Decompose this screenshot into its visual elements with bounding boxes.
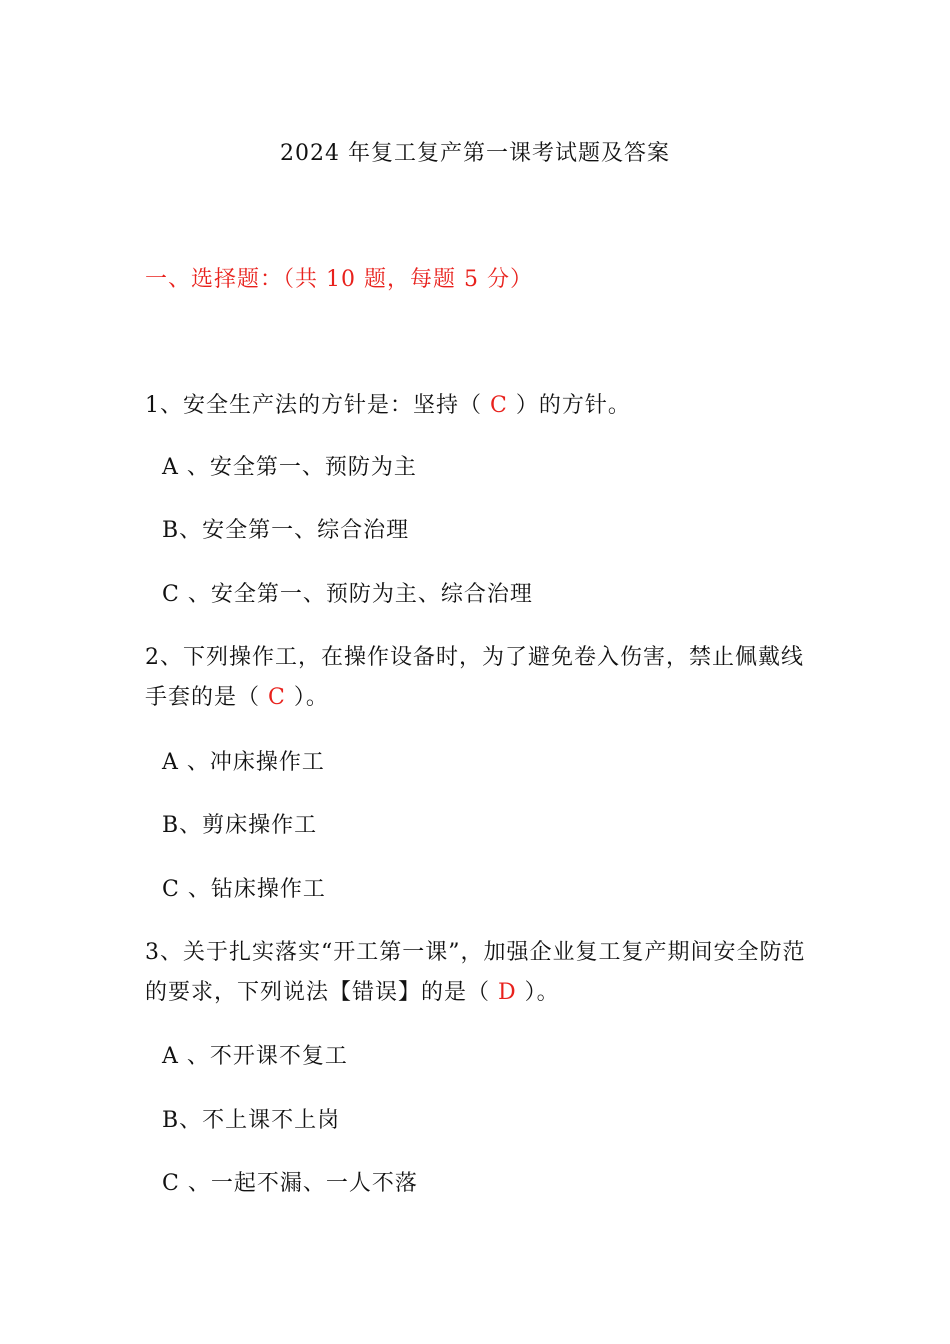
question-3-text: 3、关于扎实落实“开工第一课”，加强企业复工复产期间安全防范的要求，下列说法【错误】的是（ (145, 940, 806, 1005)
question-2-text: 2、下列操作工，在操作设备时，为了避免卷入伤害，禁止佩戴线手套的是（ (145, 645, 804, 710)
question-3-answer: D (498, 980, 517, 1005)
question-1-option-a: A 、安全第一、预防为主 (162, 455, 417, 480)
question-2-option-c: C 、钻床操作工 (162, 877, 326, 902)
question-2-option-b: B、剪床操作工 (162, 813, 318, 838)
question-3-option-c: C 、一起不漏、一人不落 (162, 1171, 418, 1196)
question-3 (145, 933, 810, 1013)
question-1-text: 1、安全生产法的方针是：坚持（ (145, 393, 490, 418)
question-3-text-end: ）。 (516, 980, 560, 1005)
question-2-text-end: ）。 (285, 685, 329, 710)
question-2-answer: C (268, 685, 286, 710)
question-1-option-c: C 、安全第一、预防为主、综合治理 (162, 582, 533, 607)
question-3-option-a: A 、不开课不复工 (162, 1044, 348, 1069)
document-title: 2024 年复工复产第一课考试题及答案 (280, 141, 670, 166)
section-heading: 一、选择题：（共 10 题，每题 5 分） (145, 267, 533, 292)
question-2-option-a: A 、冲床操作工 (162, 750, 325, 775)
question-1-option-b: B、安全第一、综合治理 (162, 518, 410, 543)
question-2 (145, 638, 810, 718)
question-1 (145, 386, 810, 426)
question-3-option-b: B、不上课不上岗 (162, 1108, 341, 1133)
question-1-text-end: ）的方针。 (507, 393, 631, 418)
question-1-answer: C (490, 393, 508, 418)
